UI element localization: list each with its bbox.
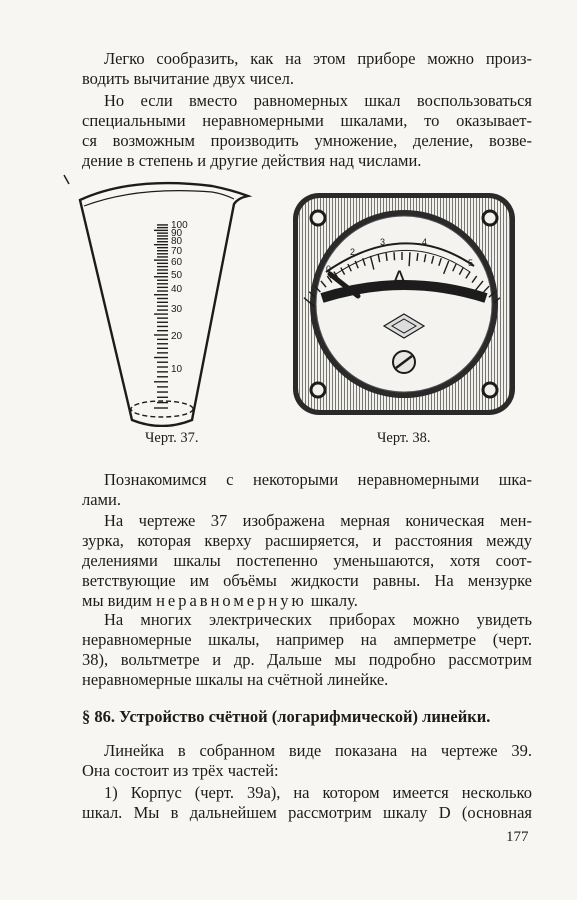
- figure-37-conical-beaker: [62, 172, 262, 427]
- scale-label: 10: [171, 364, 183, 375]
- text-fragment: шкалу.: [310, 591, 358, 610]
- meter-unit-letter: A: [392, 266, 407, 291]
- paragraph-4: [82, 511, 532, 611]
- text-line: Она состоит из трёх частей:: [82, 761, 279, 780]
- text-line: водить вычитание двух чисел.: [82, 69, 294, 88]
- meter-label: 4: [422, 237, 428, 247]
- scale-label: 60: [171, 257, 183, 268]
- text-line: На многих электрических приборах можно увидеть: [104, 610, 532, 629]
- figure-38-caption: Черт. 38.: [377, 430, 431, 446]
- text-line: Познакомимся с некоторыми неравномерными шка-: [104, 470, 532, 489]
- figure-38-ammeter: [290, 190, 518, 418]
- text-line: шкал. Мы в дальнейшем рассмотрим шкалу D (основная: [82, 803, 532, 822]
- text-line: неравномерные шкалы, например на амперметре (черт.: [82, 630, 532, 649]
- scale-label: 50: [171, 270, 183, 281]
- text-line: дение в степень и другие действия над числами.: [82, 151, 422, 170]
- text-line: 38), вольтметре и др. Дальше мы подробно рассмотрим: [82, 650, 532, 669]
- scale-label: 90: [171, 228, 183, 239]
- meter-tick: [417, 253, 418, 261]
- paragraph-2: [82, 91, 532, 171]
- text-line: [82, 591, 532, 611]
- text-line: лами.: [82, 490, 121, 509]
- text-line: неравномерные шкалы на счётной линейке.: [82, 670, 389, 689]
- scale-label: 30: [171, 304, 183, 315]
- section-heading: § 86. Устройство счётной (логарифмической) линейки.: [82, 707, 491, 726]
- text-line: Линейка в собранном виде показана на чертеже 39.: [104, 741, 532, 760]
- meter-label: 0: [326, 264, 332, 274]
- text-line: зурка, которая кверху расширяется, и расстояния между: [82, 531, 532, 550]
- paragraph-1: [82, 49, 532, 89]
- meter-label: 2: [350, 247, 356, 257]
- text-line: специальными неравномерными шкалами, то оказывает-: [82, 111, 532, 130]
- text-line: Но если вместо равномерных шкал воспользоваться: [104, 91, 532, 110]
- scale-label: 100: [171, 220, 188, 231]
- scale-label: 40: [171, 284, 183, 295]
- text-line: ся возможным производить умножение, деление, возве-: [82, 131, 532, 150]
- text-line: делениями шкалы постепенно уменьшаются, хотя соот-: [82, 551, 532, 570]
- text-line: ветствующие им объёмы жидкости равны. На мензурке: [82, 571, 532, 590]
- meter-tick: [386, 253, 387, 261]
- scale-label: 20: [171, 331, 183, 342]
- text-line: Легко сообразить, как на этом приборе можно произ-: [104, 49, 532, 68]
- spaced-emphasis: неравномерную: [156, 591, 307, 610]
- paragraph-7: [82, 783, 532, 823]
- scale-label: 70: [171, 246, 183, 257]
- text-line: На чертеже 37 изображена мерная коническая мен-: [104, 511, 532, 530]
- text-line: 1) Корпус (черт. 39а), на котором имеется несколько: [104, 783, 532, 802]
- paragraph-5: [82, 610, 532, 690]
- zero-adjust-screw-icon: [393, 351, 415, 373]
- meter-label: 5: [468, 258, 474, 268]
- meter-tick: [409, 252, 410, 266]
- paragraph-6: [82, 741, 532, 781]
- figure-37-caption: Черт. 37.: [145, 430, 199, 446]
- paragraph-3: [82, 470, 532, 510]
- page-number: 177: [506, 829, 529, 845]
- scale-label: 80: [171, 236, 183, 247]
- text-fragment: мы видим: [82, 591, 152, 610]
- meter-label: 3: [380, 237, 386, 247]
